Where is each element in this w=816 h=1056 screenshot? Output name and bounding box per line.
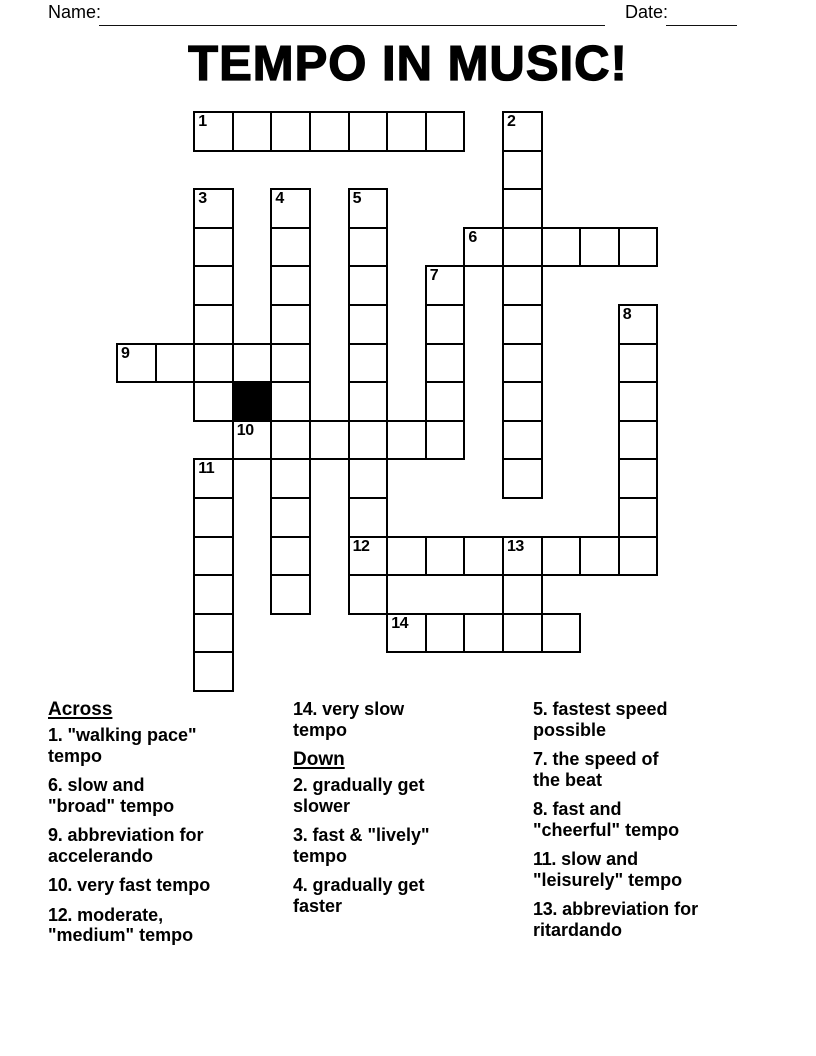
grid-cell[interactable] <box>348 458 389 499</box>
grid-cell[interactable] <box>618 381 659 422</box>
clue-number: 11. <box>533 849 557 869</box>
grid-cell[interactable] <box>502 613 543 654</box>
grid-cell[interactable] <box>193 304 234 345</box>
grid-cell[interactable] <box>425 343 466 384</box>
grid-cell[interactable] <box>502 458 543 499</box>
grid-cell[interactable] <box>541 613 582 654</box>
clue-3-down <box>293 825 523 866</box>
grid-cell[interactable] <box>348 265 389 306</box>
grid-cell[interactable] <box>193 574 234 615</box>
grid-cell[interactable] <box>270 458 311 499</box>
grid-cell[interactable] <box>270 497 311 538</box>
clue-text: "broad" tempo <box>48 795 175 816</box>
down-heading: Down <box>293 749 345 770</box>
grid-cell[interactable] <box>463 227 504 268</box>
cell-number: 12 <box>352 537 370 555</box>
grid-cell[interactable] <box>425 304 466 345</box>
clue-column-1 <box>48 699 283 955</box>
grid-cell[interactable] <box>270 381 311 422</box>
grid-cell[interactable] <box>193 536 234 577</box>
clue-text: slow and <box>67 775 145 795</box>
grid-cell[interactable] <box>348 536 389 577</box>
grid-cell[interactable] <box>193 227 234 268</box>
clue-text: abbreviation for <box>67 825 204 845</box>
cell-number: 1 <box>198 113 207 130</box>
clue-10-across <box>48 875 283 896</box>
grid-cell[interactable] <box>348 420 389 461</box>
grid-cell[interactable] <box>386 111 427 152</box>
grid-cell[interactable] <box>193 111 234 152</box>
name-label: Name: <box>48 2 102 22</box>
grid-cell[interactable] <box>425 265 466 306</box>
cell-number: 10 <box>236 421 254 439</box>
clue-text: gradually get <box>312 875 425 895</box>
grid-cell[interactable] <box>618 458 659 499</box>
grid-cell[interactable] <box>270 536 311 577</box>
grid-cell[interactable] <box>116 343 157 384</box>
clue-text: the speed of <box>552 749 659 769</box>
clue-2-down <box>293 775 523 816</box>
grid-cell[interactable] <box>618 497 659 538</box>
page-title: TEMPO IN MUSIC! <box>188 37 628 91</box>
grid-cell[interactable] <box>193 343 234 384</box>
clue-number: 5. <box>533 699 548 719</box>
clue-text: abbreviation for <box>562 899 699 919</box>
clue-text: "medium" tempo <box>48 925 194 945</box>
clue-text: gradually get <box>312 775 425 795</box>
cell-number: 14 <box>391 614 408 632</box>
grid-cell[interactable] <box>425 420 466 461</box>
clue-text: fast & "lively" <box>312 825 430 845</box>
across-heading: Across <box>48 699 113 720</box>
clue-text: "cheerful" tempo <box>533 819 680 840</box>
grid-cell[interactable] <box>270 304 311 345</box>
grid-cell[interactable] <box>155 343 196 384</box>
date-label: Date: <box>625 2 669 22</box>
cell-number: 4 <box>275 190 284 208</box>
grid-cell[interactable] <box>502 536 543 577</box>
grid-cell[interactable] <box>502 304 543 345</box>
grid-cell[interactable] <box>348 381 389 422</box>
grid-cell[interactable] <box>309 111 350 152</box>
clue-number: 13. <box>533 899 558 919</box>
clue-5-down <box>533 699 778 740</box>
grid-cell[interactable] <box>270 343 311 384</box>
grid-cell[interactable] <box>193 265 234 306</box>
grid-cell[interactable] <box>463 613 504 654</box>
grid-cell[interactable] <box>270 188 311 229</box>
clue-number: 7. <box>533 749 548 769</box>
clue-text: very fast tempo <box>77 875 211 895</box>
grid-cell[interactable] <box>502 574 543 615</box>
grid-cell[interactable] <box>502 381 543 422</box>
cell-number: 13 <box>507 537 524 555</box>
grid-cell[interactable] <box>502 111 543 152</box>
grid-cell[interactable] <box>579 227 620 268</box>
grid-cell[interactable] <box>386 420 427 461</box>
clue-text: faster <box>293 895 343 916</box>
grid-cell[interactable] <box>348 111 389 152</box>
grid-cell[interactable] <box>232 111 273 152</box>
cell-number: 7 <box>429 267 439 285</box>
grid-cell[interactable] <box>502 188 543 229</box>
grid-cell[interactable] <box>193 188 234 229</box>
clue-text: very slow <box>322 699 405 719</box>
clue-text: "walking pace" <box>67 725 197 745</box>
grid-cell[interactable] <box>502 227 543 268</box>
grid-cell[interactable] <box>270 227 311 268</box>
grid-cell[interactable] <box>348 304 389 345</box>
grid-cell[interactable] <box>502 420 543 461</box>
grid-cell[interactable] <box>386 613 427 654</box>
cell-number: 11 <box>198 460 215 478</box>
clue-text: tempo <box>293 719 347 740</box>
blocked-cell <box>232 381 273 422</box>
grid-cell[interactable] <box>270 420 311 461</box>
clue-column-3 <box>533 699 778 949</box>
clue-number: 8. <box>533 799 548 819</box>
grid-cell[interactable] <box>348 188 389 229</box>
grid-cell[interactable] <box>193 381 234 422</box>
clue-8-down <box>533 799 778 840</box>
grid-cell[interactable] <box>425 613 466 654</box>
cell-number: 3 <box>198 190 207 208</box>
clue-text: fast and <box>552 799 622 819</box>
grid-cell[interactable] <box>348 227 389 268</box>
clue-text: possible <box>533 719 607 740</box>
clue-number: 14. <box>293 699 318 719</box>
grid-cell[interactable] <box>502 265 543 306</box>
grid-cell[interactable] <box>309 420 350 461</box>
clue-text: the beat <box>533 769 603 790</box>
clue-number: 3. <box>293 825 308 845</box>
grid-cell[interactable] <box>270 111 311 152</box>
grid-cell[interactable] <box>425 536 466 577</box>
clue-column-2 <box>293 699 523 925</box>
cell-number: 6 <box>468 228 477 246</box>
grid-cell[interactable] <box>541 536 582 577</box>
grid-cell[interactable] <box>618 227 659 268</box>
grid-cell[interactable] <box>348 497 389 538</box>
clue-number: 4. <box>293 875 308 895</box>
grid-cell[interactable] <box>541 227 582 268</box>
grid-cell[interactable] <box>502 150 543 191</box>
clue-number: 10. <box>48 875 73 895</box>
grid-cell[interactable] <box>193 651 234 692</box>
grid-cell[interactable] <box>618 536 659 577</box>
grid-cell[interactable] <box>425 381 466 422</box>
clue-number: 1. <box>48 725 63 745</box>
clue-number: 6. <box>48 775 63 795</box>
clue-number: 12. <box>48 904 73 925</box>
cell-number: 2 <box>507 113 516 130</box>
grid-cell[interactable] <box>618 420 659 461</box>
clue-11-down <box>533 849 778 890</box>
grid-cell[interactable] <box>348 343 389 384</box>
clue-text: fastest speed <box>552 699 668 719</box>
grid-cell[interactable] <box>232 420 273 461</box>
grid-cell[interactable] <box>348 574 389 615</box>
grid-cell[interactable] <box>386 536 427 577</box>
clue-14-across <box>293 699 523 740</box>
grid-cell[interactable] <box>618 304 659 345</box>
grid-cell[interactable] <box>618 343 659 384</box>
grid-cell[interactable] <box>270 574 311 615</box>
grid-cell[interactable] <box>193 613 234 654</box>
clue-9-across <box>48 825 283 866</box>
clue-4-down <box>293 875 523 916</box>
clue-text: slow and <box>561 849 639 869</box>
clue-6-across <box>48 775 283 816</box>
grid-cell[interactable] <box>270 265 311 306</box>
clue-12-across <box>48 905 283 946</box>
clue-number: 9. <box>48 825 63 845</box>
clue-text: tempo <box>293 845 347 866</box>
grid-cell[interactable] <box>193 458 234 499</box>
clue-number: 2. <box>293 775 308 795</box>
clue-1-across <box>48 725 283 766</box>
clue-text: "leisurely" tempo <box>533 869 683 890</box>
cell-number: 8 <box>622 306 632 323</box>
grid-cell[interactable] <box>579 536 620 577</box>
cell-number: 5 <box>352 190 361 208</box>
clue-text: ritardando <box>533 919 623 940</box>
grid-cell[interactable] <box>193 497 234 538</box>
clue-text: tempo <box>48 745 102 766</box>
grid-cell[interactable] <box>232 343 273 384</box>
clue-text: slower <box>293 795 351 816</box>
clue-7-down <box>533 749 778 790</box>
clue-text: accelerando <box>48 845 154 866</box>
grid-cell[interactable] <box>425 111 466 152</box>
grid-cell[interactable] <box>463 536 504 577</box>
cell-number: 9 <box>121 344 130 362</box>
grid-cell[interactable] <box>502 343 543 384</box>
clue-text: moderate, <box>77 904 164 925</box>
clue-13-down <box>533 899 778 940</box>
